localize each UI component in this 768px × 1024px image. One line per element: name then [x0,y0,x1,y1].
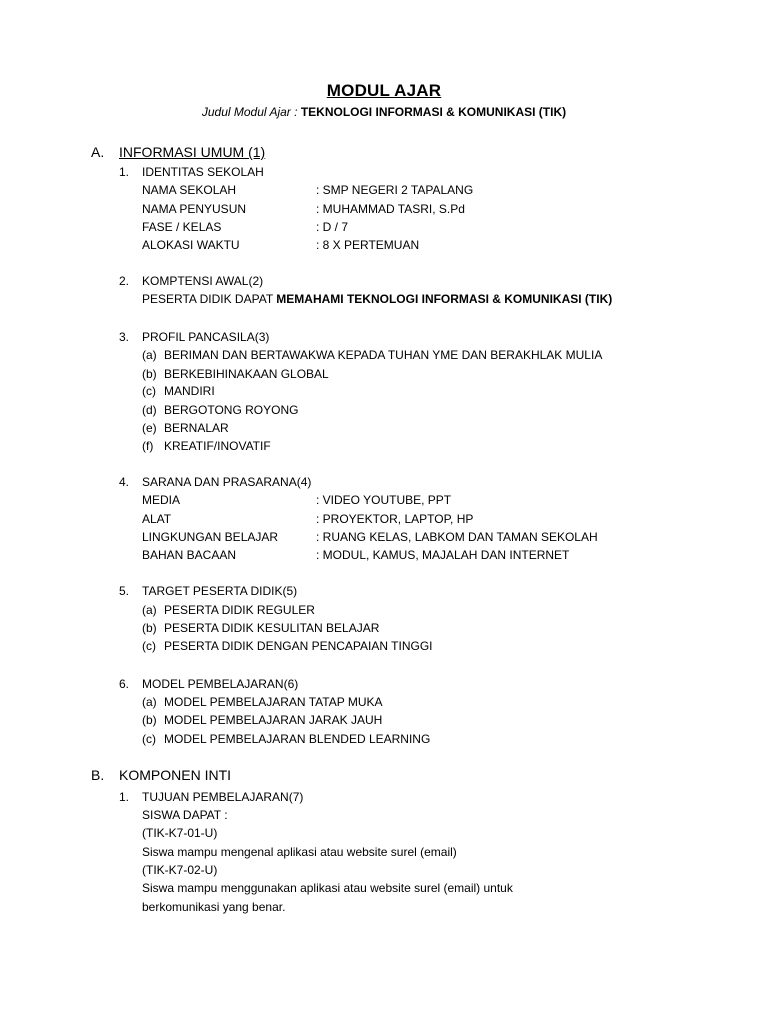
item-number: 1. [119,790,130,804]
section-title: INFORMASI UMUM (1) [119,144,266,160]
document-title: MODUL AJAR [326,81,442,100]
sub-label: (e) [142,421,157,435]
field-label: BAHAN BACAAN [142,548,237,562]
tujuan-line: Siswa mampu menggunakan aplikasi atau website surel (email) untuk [142,881,513,895]
section-letter: B. [91,767,105,783]
field-value: : MODUL, KAMUS, MAJALAH DAN INTERNET [316,548,570,562]
sub-label: (b) [142,621,157,635]
tujuan-line: Siswa mampu mengenal aplikasi atau website surel (email) [142,845,457,859]
list-item: KREATIF/INOVATIF [164,439,271,453]
list-item: PESERTA DIDIK REGULER [164,603,315,617]
kompetensi-heading: KOMPTENSI AWAL(2) [142,274,264,288]
item-number: 1. [119,165,130,179]
field-value: : RUANG KELAS, LABKOM DAN TAMAN SEKOLAH [316,530,598,544]
tujuan-code: (TIK-K7-02-U) [142,863,218,877]
tujuan-code: (TIK-K7-01-U) [142,826,218,840]
field-label: LINGKUNGAN BELAJAR [142,530,279,544]
field-label: FASE / KELAS [142,220,222,234]
list-item: BERGOTONG ROYONG [164,403,299,417]
sub-label: (a) [142,348,157,362]
sub-label: (d) [142,403,157,417]
list-item: PESERTA DIDIK KESULITAN BELAJAR [164,621,380,635]
section-letter: A. [91,144,105,160]
field-value: : PROYEKTOR, LAPTOP, HP [316,512,474,526]
field-value: : D / 7 [316,220,349,234]
item-number: 5. [119,584,130,598]
sub-label: (b) [142,367,157,381]
list-item: MANDIRI [164,384,215,398]
profil-heading: PROFIL PANCASILA(3) [142,330,270,344]
target-heading: TARGET PESERTA DIDIK(5) [142,584,298,598]
model-heading: MODEL PEMBELAJARAN(6) [142,677,299,691]
sub-label: (a) [142,603,157,617]
kompetensi-emphasis: MEMAHAMI TEKNOLOGI INFORMASI & KOMUNIKASI (TIK) [276,292,613,306]
field-value: : MUHAMMAD TASRI, S.Pd [316,202,465,216]
list-item: BERKEBIHINAKAAN GLOBAL [164,367,329,381]
field-value: : 8 X PERTEMUAN [316,238,420,252]
field-label: ALAT [142,512,172,526]
item-number: 6. [119,677,130,691]
list-item: PESERTA DIDIK DENGAN PENCAPAIAN TINGGI [164,639,433,653]
kompetensi-prefix: PESERTA DIDIK DAPAT [142,292,273,306]
list-item: MODEL PEMBELAJARAN JARAK JAUH [164,713,383,727]
section-title: KOMPONEN INTI [119,767,232,783]
field-label: NAMA SEKOLAH [142,183,237,197]
field-label: NAMA PENYUSUN [142,202,247,216]
subtitle-label: Judul Modul Ajar : [201,105,298,119]
list-item: MODEL PEMBELAJARAN TATAP MUKA [164,695,383,709]
sub-label: (f) [142,439,154,453]
field-label: MEDIA [142,493,181,507]
document-subtitle [0,105,768,119]
sub-label: (c) [142,732,156,746]
item-number: 3. [119,330,130,344]
field-label: ALOKASI WAKTU [142,238,240,252]
sarana-heading: SARANA DAN PRASARANA(4) [142,475,312,489]
tujuan-line: SISWA DAPAT : [142,808,228,822]
identitas-heading: IDENTITAS SEKOLAH [142,165,264,179]
list-item: BERIMAN DAN BERTAWAKWA KEPADA TUHAN YME DAN BERAKHLAK MULIA [164,348,603,362]
subtitle-value: TEKNOLOGI INFORMASI & KOMUNIKASI (TIK) [300,105,567,119]
list-item: BERNALAR [164,421,229,435]
tujuan-line: berkomunikasi yang benar. [142,900,286,914]
item-number: 4. [119,475,130,489]
tujuan-heading: TUJUAN PEMBELAJARAN(7) [142,790,304,804]
kompetensi-text [142,292,612,306]
sub-label: (a) [142,695,157,709]
field-value: : VIDEO YOUTUBE, PPT [316,493,452,507]
sub-label: (b) [142,713,157,727]
sub-label: (c) [142,384,156,398]
sub-label: (c) [142,639,156,653]
list-item: MODEL PEMBELAJARAN BLENDED LEARNING [164,732,431,746]
field-value: : SMP NEGERI 2 TAPALANG [316,183,474,197]
item-number: 2. [119,274,130,288]
